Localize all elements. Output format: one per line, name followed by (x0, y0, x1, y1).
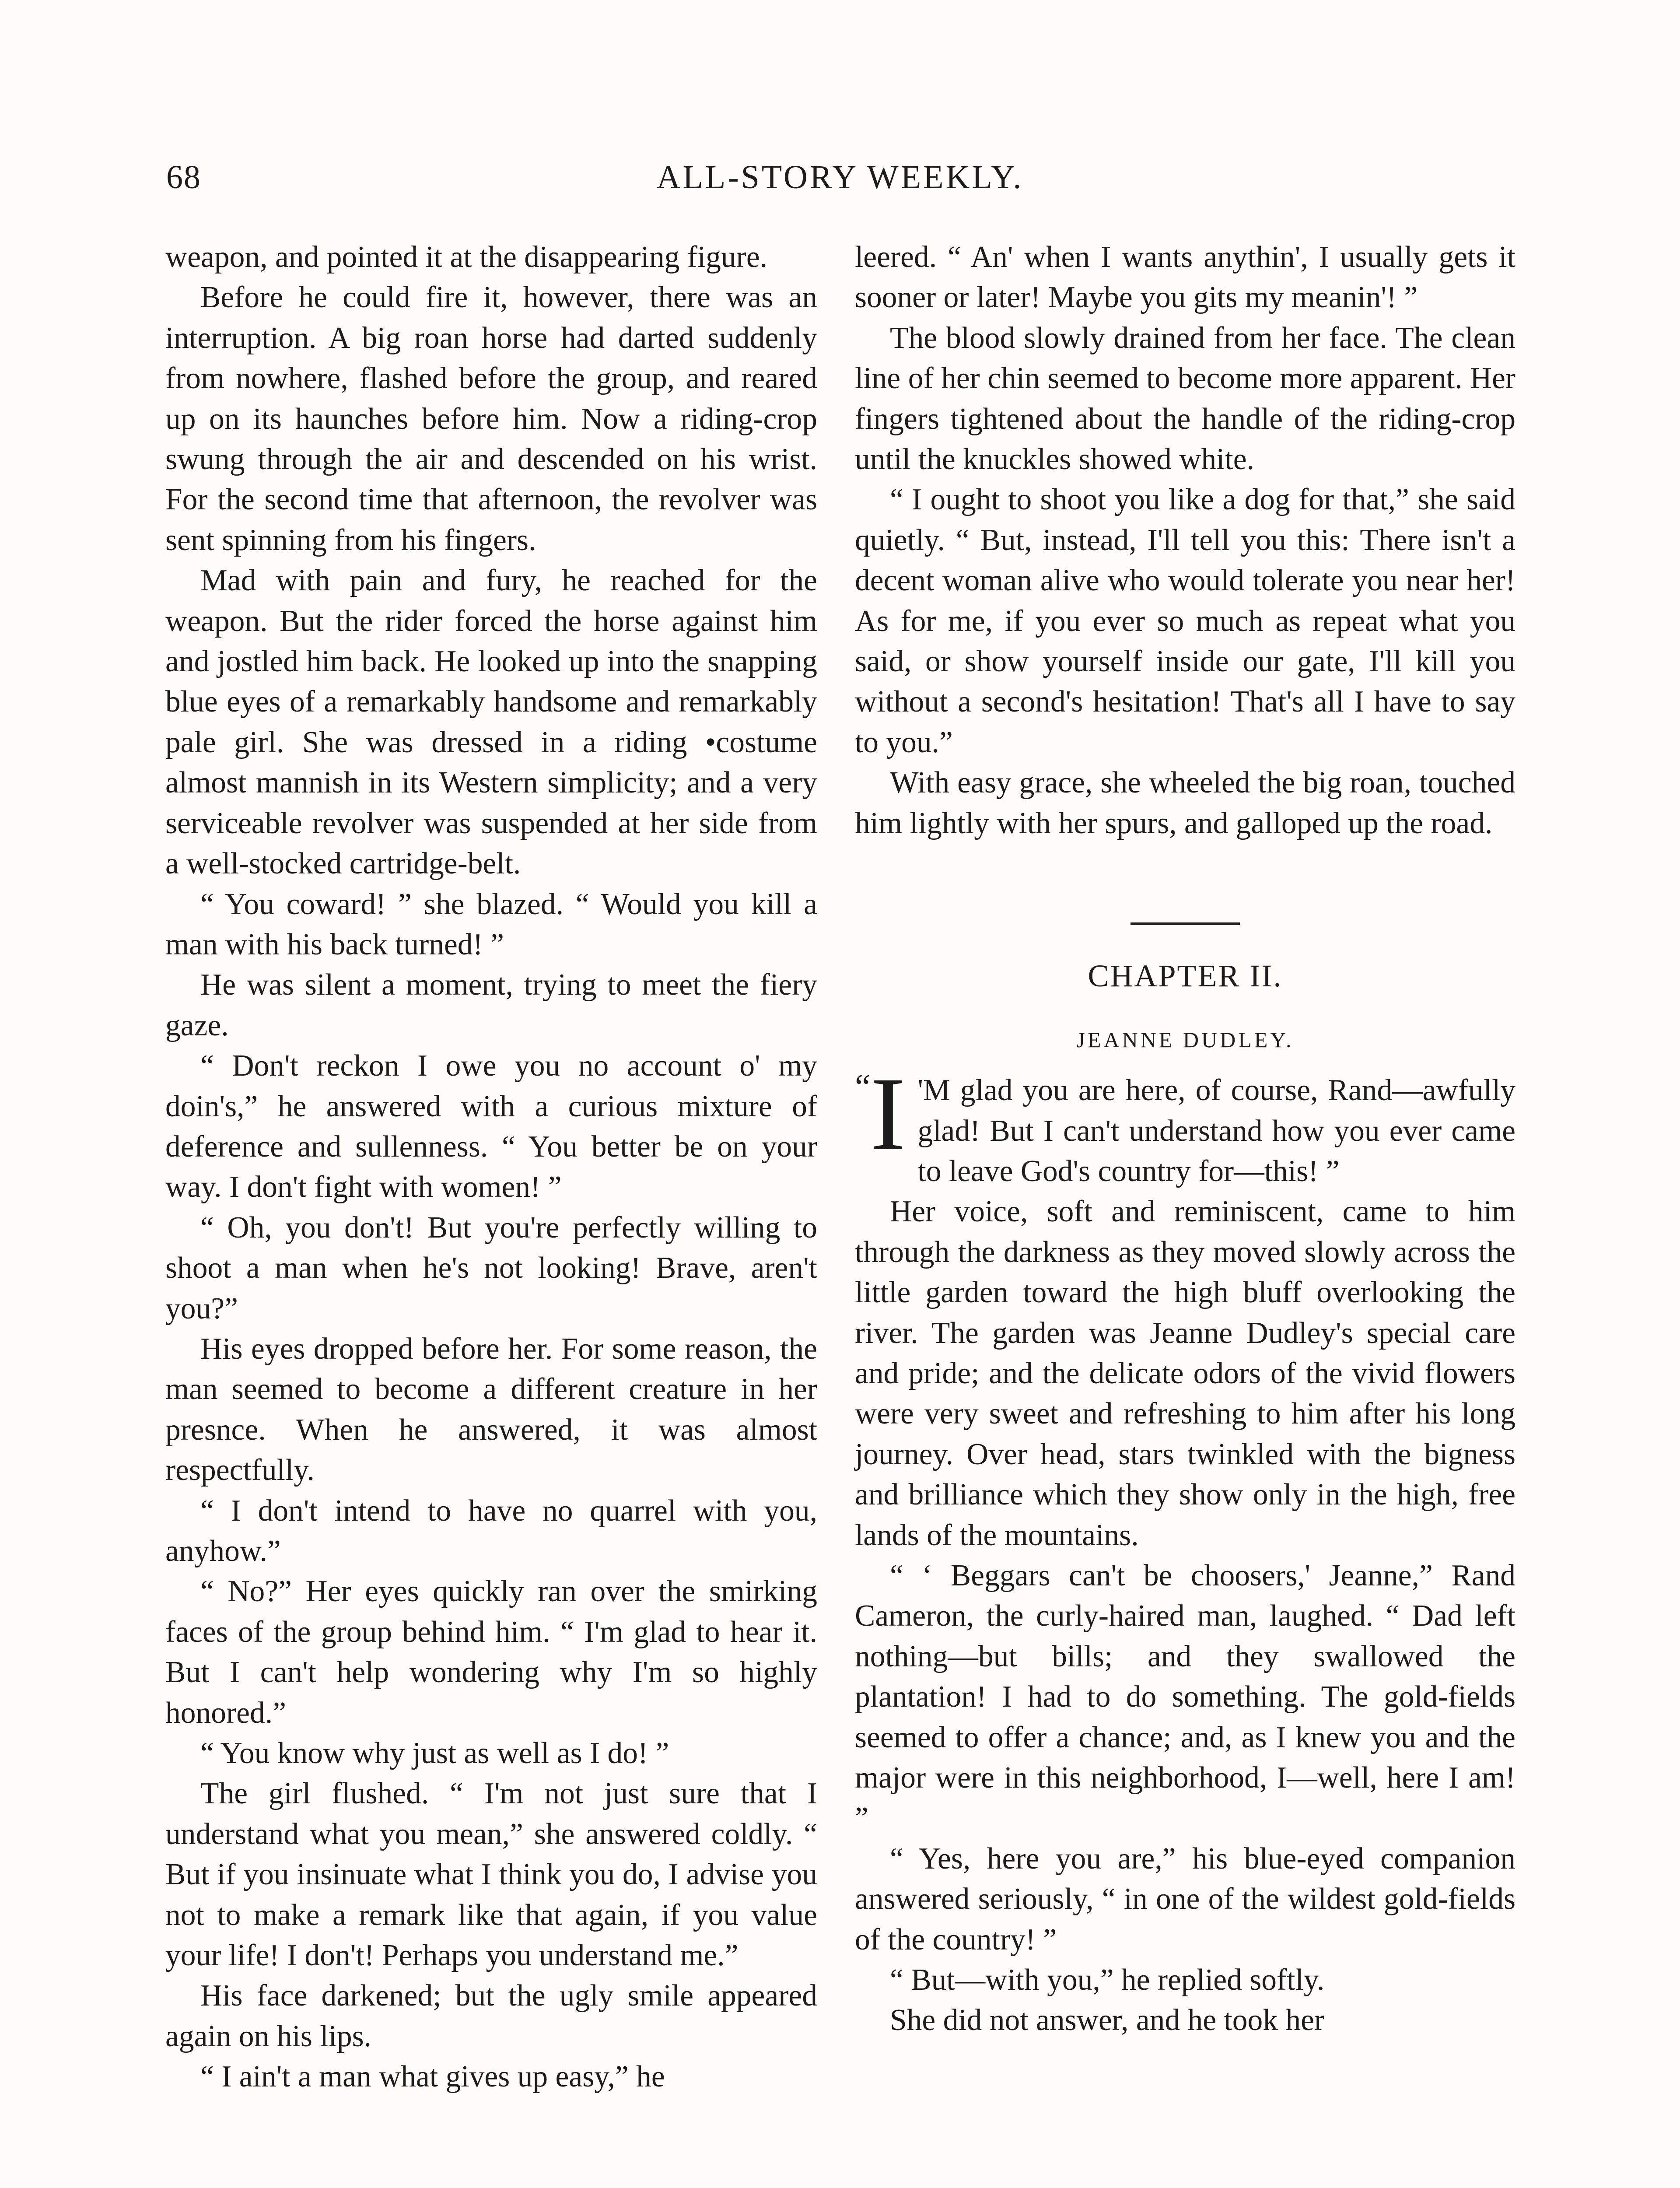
page-number: 68 (166, 159, 201, 196)
paragraph: “ No?” Her eyes quickly ran over the smirking faces of the group behind him. “ I'm glad to hear it. But I can't help wondering why I'm so highly honored.” (165, 1574, 817, 1730)
paragraph: His eyes dropped before her. For some reason, the man seemed to become a different creature in her presnce. When he answered, it was almost respectfully. (165, 1332, 817, 1487)
chapter-title: CHAPTER II. (1088, 958, 1283, 994)
drop-cap: I (870, 1055, 906, 1172)
paragraph: Before he could fire it, however, there was an interruption. A big roan horse had darted suddenly from nowhere, flashed before the group, and reared up on its haunches before him. Now a riding-crop swung through the air and descended on his wrist. For the second time that afternoon, the revolver was sent spinning from his fingers. (165, 281, 817, 557)
paragraph: Her voice, soft and reminiscent, came to him through the darkness as they moved slowly across the little garden toward the high bluff overlooking the river. The garden was Jeanne Dudley's special care and pride; and the delicate odors of the vivid flowers were very sweet and refreshing to him after his long journey. Over head, stars twinkled with the bigness and brilliance which they show only in the high, free lands of the mountains. (855, 1195, 1516, 1552)
paragraph: “ I ain't a man what gives up easy,” he (200, 2060, 665, 2094)
opening-paragraph (855, 1055, 1516, 1192)
paragraph: Mad with pain and fury, he reached for the weapon. But the rider forced the horse against him and jostled him back. He looked up into the snapping blue eyes of a remarkably handsome and remarkably pale girl. She was dressed in a riding •costume almost mannish in its Western simplicity; and a very serviceable revolver was suspended at her side from a well-stocked cartridge-belt. (165, 564, 817, 881)
paragraph: She did not answer, and he took her (890, 2003, 1325, 2037)
paragraph: “ You know why just as well as I do! ” (200, 1736, 669, 1771)
chapter-subtitle: JEANNE DUDLEY. (1076, 1027, 1294, 1052)
paragraph: “ Don't reckon I owe you no account o' my doin's,” he answered with a curious mixture of deference and sullenness. “ You better be on your way. I don't fight with women! ” (165, 1049, 817, 1204)
section-divider (1130, 922, 1240, 925)
paragraph: “ ‘ Beggars can't be choosers,' Jeanne,” Rand Cameron, the curly-haired man, laughed. “ Dad left nothing—but bills; and they swallowed the plantation! I had to do something. The gold-fields seemed to offer a chance; and, as I knew you and the major were in this neighborhood, I—well, here I am! ” (855, 1558, 1516, 1835)
opening-quote-mark: “ (855, 1068, 871, 1107)
paragraph: The girl flushed. “ I'm not just sure that I understand what you mean,” she answered coldly. “ But if you insinuate what I think you do, I advise you not to make a remark like that again, if you value your life! I don't! Perhaps you understand me.” (165, 1777, 817, 1973)
paragraph: “ Yes, here you are,” his blue-eyed companion answered seriously, “ in one of the wildest gold-fields of the country! ” (855, 1841, 1516, 1957)
right-column (855, 237, 1516, 2041)
paragraph: “ I ought to shoot you like a dog for that,” she said quietly. “ But, instead, I'll tell you this: There isn't a decent woman alive who would tolerate you near her! As for me, if you ever so much as repeat what you said, or show yourself inside our gate, I'll kill you without a second's hesitation! That's all I have to say to you.” (855, 483, 1516, 759)
paragraph: His face darkened; but the ugly smile appeared again on his lips. (165, 1979, 817, 2053)
paragraph: weapon, and pointed it at the disappearing figure. (165, 240, 768, 274)
paragraph: “ Oh, you don't! But you're perfectly willing to shoot a man when he's not looking! Brave, aren't you?” (165, 1210, 817, 1325)
paragraph: With easy grace, she wheeled the big roan, touched him lightly with her spurs, and galloped up the road. (855, 766, 1516, 840)
paragraph: He was silent a moment, trying to meet the fiery gaze. (165, 968, 817, 1042)
paragraph: The blood slowly drained from her face. The clean line of her chin seemed to become more apparent. Her fingers tightened about the handle of the riding-crop until the knuckles showed white. (855, 321, 1516, 477)
opening-text: 'M glad you are here, of course, Rand—awfully glad! But I can't understand how you ever came to leave God's country for—this! ” (917, 1073, 1516, 1188)
paragraph: “ You coward! ” she blazed. “ Would you kill a man with his back turned! ” (165, 887, 817, 961)
left-column (165, 237, 817, 2097)
paragraph: leered. “ An' when I wants anythin', I usually gets it sooner or later! Maybe you gits my meanin'! ” (855, 240, 1516, 315)
running-title: ALL-STORY WEEKLY. (656, 159, 1024, 196)
paragraph: “ I don't intend to have no quarrel with you, anyhow.” (165, 1494, 817, 1568)
paragraph: “ But—with you,” he replied softly. (890, 1963, 1325, 1997)
